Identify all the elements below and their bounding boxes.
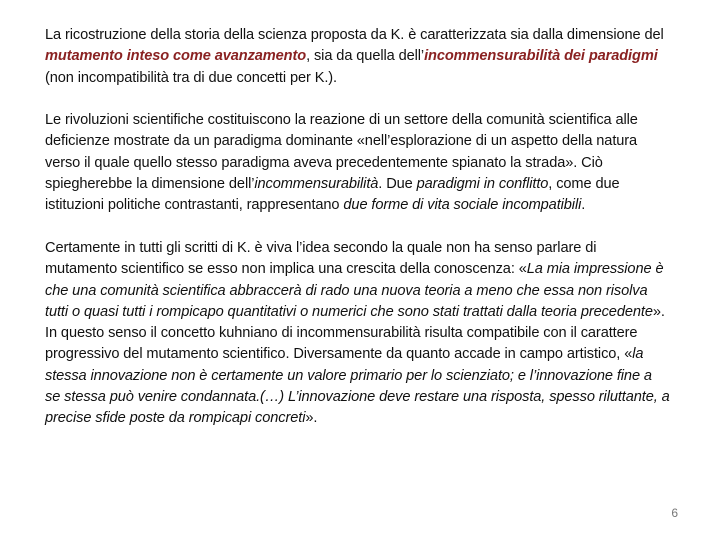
- text-run: .: [581, 197, 586, 214]
- italic-run: incommensurabilità: [254, 176, 379, 193]
- slide-body-text: [45, 25, 670, 430]
- text-run: ». In questo senso il concetto kuhniano di incommensurabilità risulta compatibile con il carattere progressivo del mutamento scientifico. Diversamente da quanto accade in campo artistico, «: [45, 303, 665, 363]
- text-run: . Due: [378, 176, 417, 193]
- emphasis-incommensurabilita: incommensurabilità dei paradigmi: [424, 48, 658, 65]
- text-run: (non incompatibilità tra di due concetti per K.).: [45, 69, 337, 86]
- text-run: ».: [305, 410, 318, 427]
- text-run: Le rivoluzioni scientifiche costituiscono la reazione di un settore della comunità scientifica alle deficienze mostrate da un paradigma dominante «nell’esplorazione di un aspetto della natura verso il quale quello stesso paradigma aveva precedentemente spianato la strada». Ciò spiegherebbe la dimensione dell’: [45, 112, 638, 193]
- text-run: , sia da quella dell’: [306, 48, 425, 65]
- paragraph-1: [45, 25, 670, 89]
- text-run: La ricostruzione della storia della scienza proposta da K. è caratterizzata sia dalla dimensione del: [45, 27, 664, 43]
- italic-run: paradigmi in conflitto: [416, 176, 549, 193]
- quote-italic: La mia impressione è che una comunità scientifica abbraccerà di rado una nuova teoria a meno che essa non risolva tutti o quasi tutti i rompicapo quantitativi o numerici che sono stati trattati dalla teoria precedente: [45, 261, 664, 320]
- paragraph-2: [45, 110, 670, 216]
- page-number: 6: [671, 506, 678, 520]
- text-run: , come due istituzioni politiche contrastanti, rappresentano: [45, 176, 620, 214]
- paragraph-3: [45, 238, 670, 430]
- italic-run: due forme di vita sociale incompatibili: [343, 197, 582, 214]
- quote-italic: la stessa innovazione non è certamente un valore primario per lo scienziato; e l’innovazione fine a se stessa può venire condannata.(…) L’innovazione deve restare una risposta, spesso riluttante, a precise sfide poste da rompicapi concreti: [45, 346, 670, 427]
- emphasis-mutamento: mutamento inteso come avanzamento: [45, 48, 307, 65]
- text-run: Certamente in tutti gli scritti di K. è viva l’idea secondo la quale non ha senso parlare di mutamento scientifico se esso non implica una crescita della conoscenza: «: [45, 239, 597, 278]
